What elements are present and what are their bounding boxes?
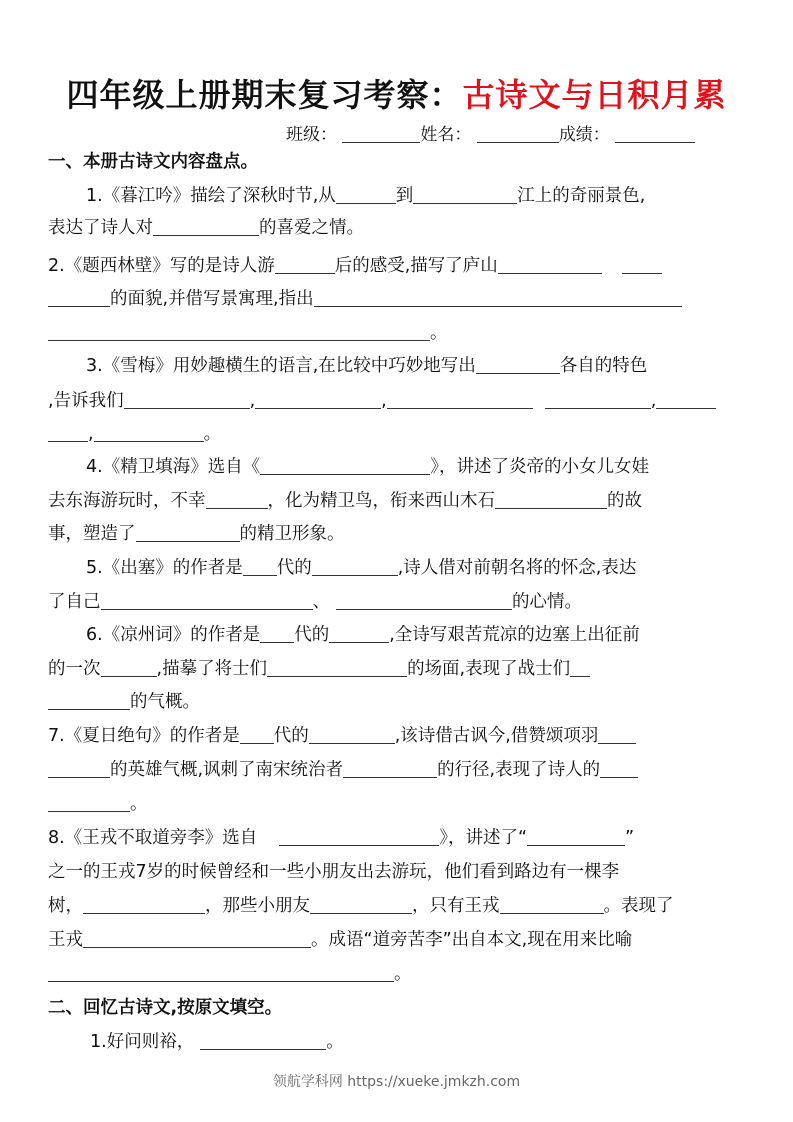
q2-blank-4b[interactable]: [48, 322, 430, 341]
s2-q1-text: 。: [326, 1032, 344, 1052]
q6-blank-5a[interactable]: [570, 658, 590, 677]
q1-text: 1.《暮江吟》描绘了深秋时节,从: [86, 186, 336, 206]
q3-end: 。: [203, 424, 222, 444]
q4-text: 去东海游玩时，不幸: [48, 491, 206, 511]
q5-blank-4[interactable]: [336, 591, 512, 610]
s2-q1-text: 1.好问则裕，: [90, 1032, 195, 1052]
q4-blank-3[interactable]: [495, 490, 607, 509]
name-label: 姓名：: [420, 125, 472, 145]
q8-text: ”: [625, 828, 635, 848]
question-2-line-2: [48, 287, 682, 311]
question-8-line-3: [48, 894, 674, 918]
q4-blank-4[interactable]: [136, 523, 240, 542]
q5-blank-2[interactable]: [312, 557, 398, 576]
q2-blank-3a[interactable]: [622, 255, 662, 274]
question-4-line-1: [86, 455, 649, 479]
q7-blank-3a[interactable]: [598, 725, 636, 744]
q8-text: 树，: [48, 896, 83, 916]
q8-blank-3[interactable]: [83, 895, 205, 914]
q3-text: 各自的特色: [559, 356, 648, 376]
q4-text: 的精卫形象。: [239, 524, 345, 544]
q3-comma: ,: [381, 391, 387, 411]
q5-text: 、: [312, 592, 330, 612]
q3-blank-5[interactable]: [545, 390, 651, 409]
q5-text: 了自己: [48, 592, 101, 612]
q6-text: 的一次: [48, 659, 101, 679]
q8-text: 王戎: [48, 930, 83, 950]
q7-text: 的英雄气概,讽刺了南宋统治者: [110, 760, 344, 780]
q3-blank-6b[interactable]: [48, 423, 88, 442]
question-2-line-1: [48, 254, 662, 278]
question-7-line-3: [48, 792, 148, 816]
question-3-line-3: [48, 422, 221, 446]
q7-blank-2[interactable]: [309, 725, 395, 744]
question-8-line-4: [48, 928, 632, 952]
q5-blank-3[interactable]: [101, 591, 313, 610]
q7-text: 的行径,表现了诗人的: [437, 760, 601, 780]
section-2-question-1: [90, 1030, 344, 1054]
question-8-line-2: 之一的王戎7岁的时候曾经和一些小朋友出去游玩，他们看到路边有一棵李: [48, 862, 620, 882]
q5-text: ,诗人借对前朝名将的怀念,表达: [397, 558, 637, 578]
footer-watermark: 领航学科网 https://xueke.jmkzh.com: [272, 1074, 521, 1090]
question-1-line-1: [86, 184, 645, 208]
q5-text: 代的: [276, 558, 312, 578]
q8-text: 。表现了: [603, 896, 674, 916]
q5-text: 5.《出塞》的作者是: [86, 558, 243, 578]
question-5-line-2: [48, 590, 582, 614]
section-2-heading: 二、回忆古诗文,按原文填空。: [48, 998, 283, 1018]
q2-text: 2.《题西林壁》写的是诗人游: [48, 256, 275, 276]
q6-blank-5b[interactable]: [48, 691, 130, 710]
q1-blank-2[interactable]: [413, 185, 517, 204]
q1-text: 到: [395, 186, 414, 206]
q7-blank-1[interactable]: [240, 725, 274, 744]
question-5-line-1: [86, 556, 636, 580]
question-2-line-3: [48, 321, 448, 345]
question-7-line-1: [48, 724, 636, 748]
q8-text: ，只有王戎: [412, 896, 500, 916]
q4-text: 事，塑造了: [48, 524, 136, 544]
q8-text: ，那些小朋友: [205, 896, 310, 916]
question-7-line-2: [48, 758, 638, 782]
q4-text: 》，讲述了炎帝的小女儿女娃: [430, 457, 649, 477]
q4-blank-2[interactable]: [206, 490, 268, 509]
question-4-line-2: [48, 489, 642, 513]
q7-text: 7.《夏日绝句》的作者是: [48, 726, 240, 746]
q1-text: 的喜爱之情。: [259, 218, 364, 238]
question-6-line-3: [48, 690, 200, 714]
q2-text: 。: [430, 323, 448, 343]
q6-text: 的气概。: [130, 692, 200, 712]
q3-blank-1[interactable]: [476, 355, 560, 374]
q4-text: 的故: [607, 491, 642, 511]
question-8-line-1: [48, 826, 634, 850]
q8-text: 。: [394, 964, 412, 984]
q4-text: 4.《精卫填海》选自《: [86, 457, 261, 477]
q7-blank-3b[interactable]: [48, 759, 110, 778]
q3-blank-2[interactable]: [124, 390, 250, 409]
q2-blank-3b[interactable]: [48, 288, 110, 307]
student-info-row: [286, 120, 695, 145]
question-3-line-2: [48, 389, 716, 413]
q1-text: 江上的奇丽景色,: [517, 186, 646, 206]
page-title: [0, 70, 793, 116]
title-highlight: 古诗文与日积月累: [462, 76, 727, 114]
q7-blank-5b[interactable]: [48, 793, 130, 812]
question-6-line-1: [86, 623, 640, 647]
q7-blank-4[interactable]: [343, 759, 437, 778]
class-label: 班级：: [286, 125, 337, 145]
q3-text: 3.《雪梅》用妙趣横生的语言,在比较中巧妙地写出: [86, 356, 476, 376]
q6-text: 代的: [294, 625, 330, 645]
q1-text: 表达了诗人对: [48, 218, 153, 238]
q6-text: 6.《凉州词》的作者是: [86, 625, 261, 645]
question-3-line-1: [86, 354, 647, 378]
q8-text: 》，讲述了“: [439, 828, 528, 848]
q3-comma: ,: [650, 391, 657, 411]
q1-blank-1[interactable]: [336, 185, 396, 204]
q8-blank-2[interactable]: [527, 827, 625, 846]
q3-blank-3[interactable]: [255, 390, 381, 409]
score-field[interactable]: [615, 124, 695, 143]
q8-blank-5[interactable]: [500, 895, 604, 914]
q8-blank-6[interactable]: [83, 929, 311, 948]
q5-text: 的心情。: [512, 592, 582, 612]
q3-comma: ,: [88, 424, 94, 444]
q3-blank-6a[interactable]: [656, 390, 716, 409]
name-field[interactable]: [477, 124, 559, 143]
q2-blank-1[interactable]: [275, 255, 335, 274]
score-label: 成绩：: [558, 125, 610, 145]
q6-text: 的场面,表现了战士们: [407, 659, 571, 679]
q6-text: ,全诗写艰苦荒凉的边塞上出征前: [389, 625, 640, 645]
q7-text: 代的: [273, 726, 309, 746]
q4-text: ，化为精卫鸟，衔来西山木石: [267, 491, 495, 511]
q3-blank-4[interactable]: [387, 390, 533, 409]
q3-text: ,告诉我们: [48, 391, 124, 411]
q7-blank-5a[interactable]: [600, 759, 638, 778]
question-6-line-2: [48, 657, 590, 681]
question-4-line-3: [48, 522, 345, 546]
q8-text: 。成语“道旁苦李”出自本文,现在用来比喻: [311, 930, 633, 950]
q2-text: 后的感受,描写了庐山: [334, 256, 498, 276]
q5-blank-1[interactable]: [243, 557, 277, 576]
q8-text: 8.《王戎不取道旁李》选自: [48, 828, 258, 848]
question-1-line-2: [48, 216, 364, 240]
q2-blank-2[interactable]: [498, 255, 602, 274]
section-1-heading: 一、本册古诗文内容盘点。: [48, 152, 258, 172]
q7-text: ,该诗借古讽今,借赞颂项羽: [394, 726, 599, 746]
q8-blank-4[interactable]: [310, 895, 412, 914]
q8-blank-1[interactable]: [279, 827, 439, 846]
q7-text: 。: [130, 794, 148, 814]
title-main: 四年级上册期末复习考察：: [66, 76, 463, 114]
q8-blank-7[interactable]: [48, 963, 394, 982]
q1-blank-3[interactable]: [153, 217, 259, 236]
class-field[interactable]: [342, 124, 420, 143]
q2-blank-4a[interactable]: [314, 288, 682, 307]
question-8-line-5: [48, 962, 412, 986]
q3-comma: ,: [249, 391, 256, 411]
q4-blank-1[interactable]: [260, 456, 430, 475]
q6-blank-1[interactable]: [260, 624, 294, 643]
q6-blank-3[interactable]: [101, 658, 157, 677]
q6-blank-4[interactable]: [267, 658, 407, 677]
q6-text: ,描摹了将士们: [156, 659, 268, 679]
s2-q1-blank[interactable]: [200, 1031, 326, 1050]
q2-text: 的面貌,并借写景寓理,指出: [110, 289, 314, 309]
q3-blank-7[interactable]: [94, 423, 204, 442]
q6-blank-2[interactable]: [329, 624, 389, 643]
